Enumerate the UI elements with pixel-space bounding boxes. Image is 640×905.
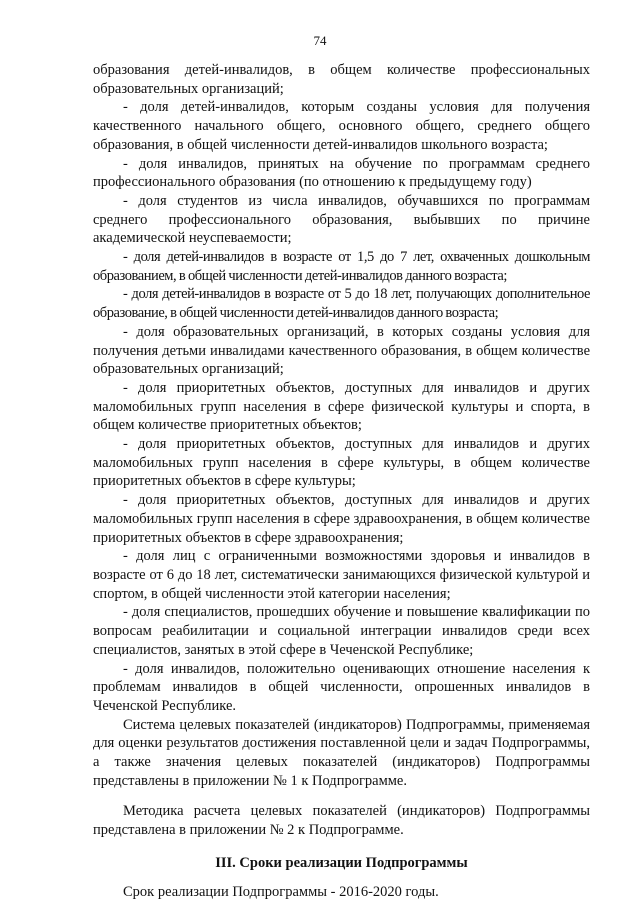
list-item-public-attitude: - доля инвалидов, положительно оценивающих отношение населения к проблемам инвалидов в общей численности, опрошенных инвалидов в Чеченской Республике. [93, 660, 590, 714]
list-item-educational-organizations: - доля образовательных организаций, в которых созданы условия для получения детьми инвалидами качественного образования, в общем количестве образовательных организаций; [93, 323, 590, 378]
list-item-preschool: - доля детей-инвалидов в возрасте от 1,5 до 7 лет, охваченных дошкольным образованием, в общей численности детей-инвалидов данного возраста; [93, 249, 590, 284]
list-item-dropout: - доля студентов из числа инвалидов, обучавшихся по программам среднего профессионального образования, выбывших по причине академической неуспеваемости; [93, 192, 590, 247]
paragraph-indicator-system: Система целевых показателей (индикаторов) Подпрограммы, применяемая для оценки результатов достижения поставленной цели и задач Подпрограммы, а также значения целевых показателей (индикаторов) Подпрограммы представлены в приложении № 1 к Подпрограмме. [93, 716, 590, 789]
list-item-culture-objects: - доля приоритетных объектов, доступных для инвалидов и других маломобильных групп населения в сфере культуры, в общем количестве приоритетных объектов в сфере культуры; [93, 436, 590, 490]
list-item-additional-education: - доля детей-инвалидов в возрасте от 5 до 18 лет, получающих дополнительное образование, в общей численности детей-инвалидов данного возраста; [93, 286, 590, 322]
list-item-specialists: - доля специалистов, прошедших обучение и повышение квалификации по вопросам реабилитации и социальной интеграции инвалидов среди всех специалистов, занятых в этой сфере в Чеченской Республике; [93, 604, 590, 658]
section-heading: III. Сроки реализации Подпрограммы [215, 854, 468, 871]
list-item-sport-objects: - доля приоритетных объектов, доступных для инвалидов и других маломобильных групп населения в сфере физической культуры и спорта, в общем количестве приоритетных объектов; [93, 379, 590, 434]
list-item-physical-culture: - доля лиц с ограниченными возможностями здоровья и инвалидов в возрасте от 6 до 18 лет, систематически занимающихся физической культурой и спортом, в общей численности этой категории населения; [93, 548, 590, 602]
paragraph-continuation: образования детей-инвалидов, в общем количестве профессиональных образовательных организаций; [93, 62, 590, 97]
list-item-admission-spo: - доля инвалидов, принятых на обучение по программам среднего профессионального образования (по отношению к предыдущему году) [93, 155, 590, 191]
paragraph-timeline: Срок реализации Подпрограммы - 2016-2020 годы. [123, 883, 439, 900]
list-item-health-objects: - доля приоритетных объектов, доступных для инвалидов и других маломобильных групп населения в сфере здравоохранения, в общем количестве приоритетных объектов в сфере здравоохранения; [93, 492, 590, 546]
page-number: 74 [313, 33, 327, 48]
list-item-school-conditions: - доля детей-инвалидов, которым созданы условия для получения качественного начального общего, основного общего, среднего общего образования, в общей численности детей-инвалидов школьного возраста; [93, 99, 590, 153]
document-body [93, 61, 590, 901]
paragraph-methodology: Методика расчета целевых показателей (индикаторов) Подпрограммы представлена в приложении № 2 к Подпрограмме. [93, 803, 590, 839]
